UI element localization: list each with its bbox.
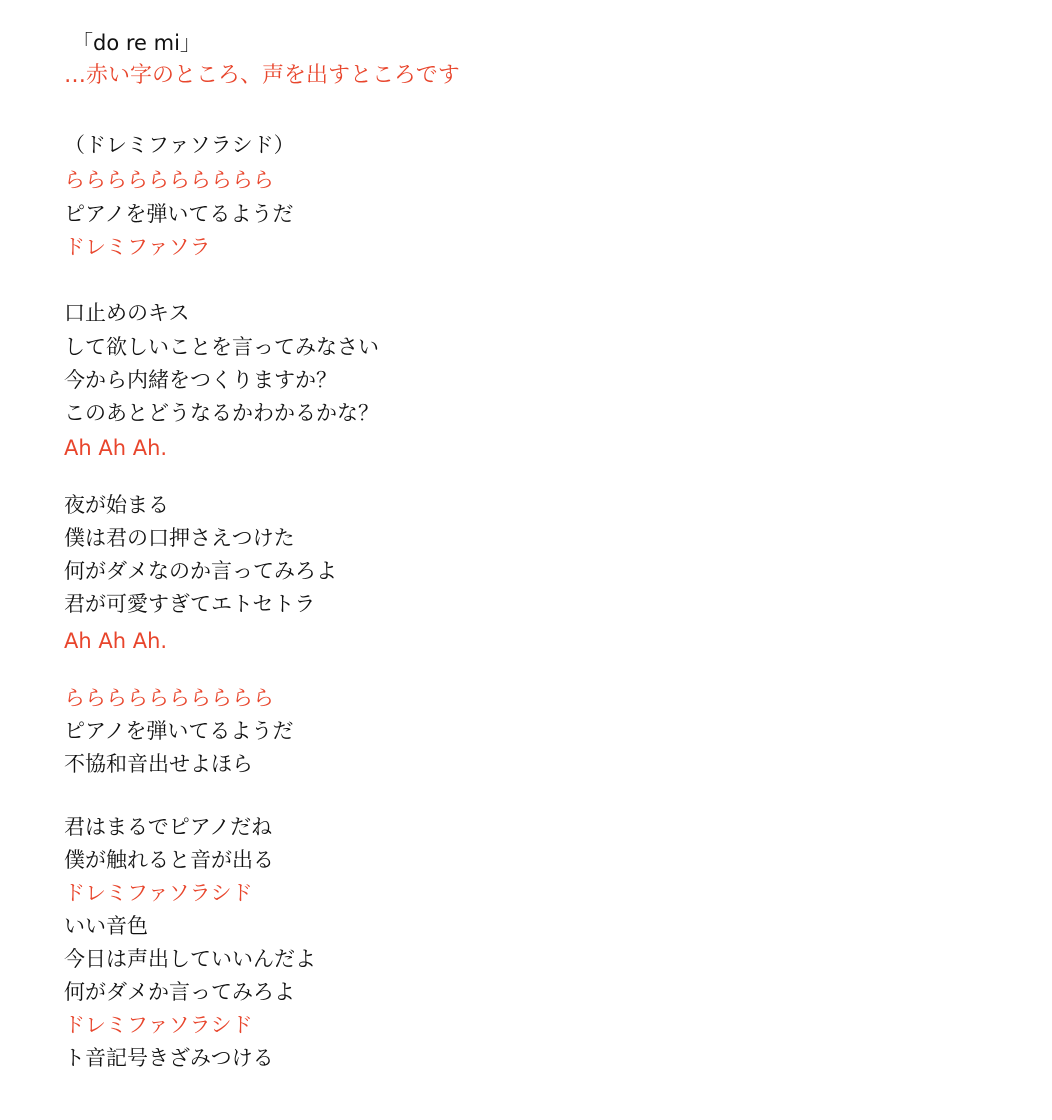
lyric-line: ピアノを弾いてるようだ (64, 202, 294, 226)
lyric-line: ピアノを弾いてるようだ (64, 719, 294, 743)
lyric-line: らららららららららら (64, 686, 274, 710)
lyric-line: Ah Ah Ah. (64, 629, 168, 653)
red-text-note: …赤い字のところ、声を出すところです (64, 63, 460, 88)
lyric-line: 僕が触れると音が出る (64, 848, 274, 872)
lyric-line: いい音色 (64, 914, 148, 938)
lyric-line: 何がダメか言ってみろよ (64, 980, 295, 1004)
lyric-line: 君が可愛すぎてエトセトラ (64, 592, 316, 616)
lyric-line: ト音記号きざみつける (64, 1046, 274, 1070)
lyric-line: ドレミファソラ (64, 235, 211, 259)
lyric-line: （ドレミファソラシド） (64, 133, 295, 157)
lyric-line: ドレミファソラシド (64, 1013, 253, 1037)
lyric-line: 何がダメなのか言ってみろよ (64, 559, 337, 583)
lyric-line: ドレミファソラシド (64, 881, 253, 905)
song-title: 「do re mi」 (72, 31, 201, 55)
lyric-line: このあとどうなるかわかるかな？ (64, 401, 379, 425)
lyric-line: 僕は君の口押さえつけた (64, 526, 295, 550)
lyric-line: 今日は声出していいんだよ (64, 947, 316, 971)
lyric-line: らららららららららら (64, 168, 274, 192)
lyric-line: して欲しいことを言ってみなさい (64, 335, 379, 359)
lyric-line: Ah Ah Ah. (64, 436, 168, 460)
lyric-line: 君はまるでピアノだね (64, 815, 273, 839)
lyric-line: 不協和音出せよほら (64, 752, 253, 776)
lyric-line: 今から内緒をつくりますか？ (64, 368, 337, 392)
lyric-line: 口止めのキス (64, 301, 190, 325)
lyric-line: 夜が始まる (64, 493, 169, 517)
